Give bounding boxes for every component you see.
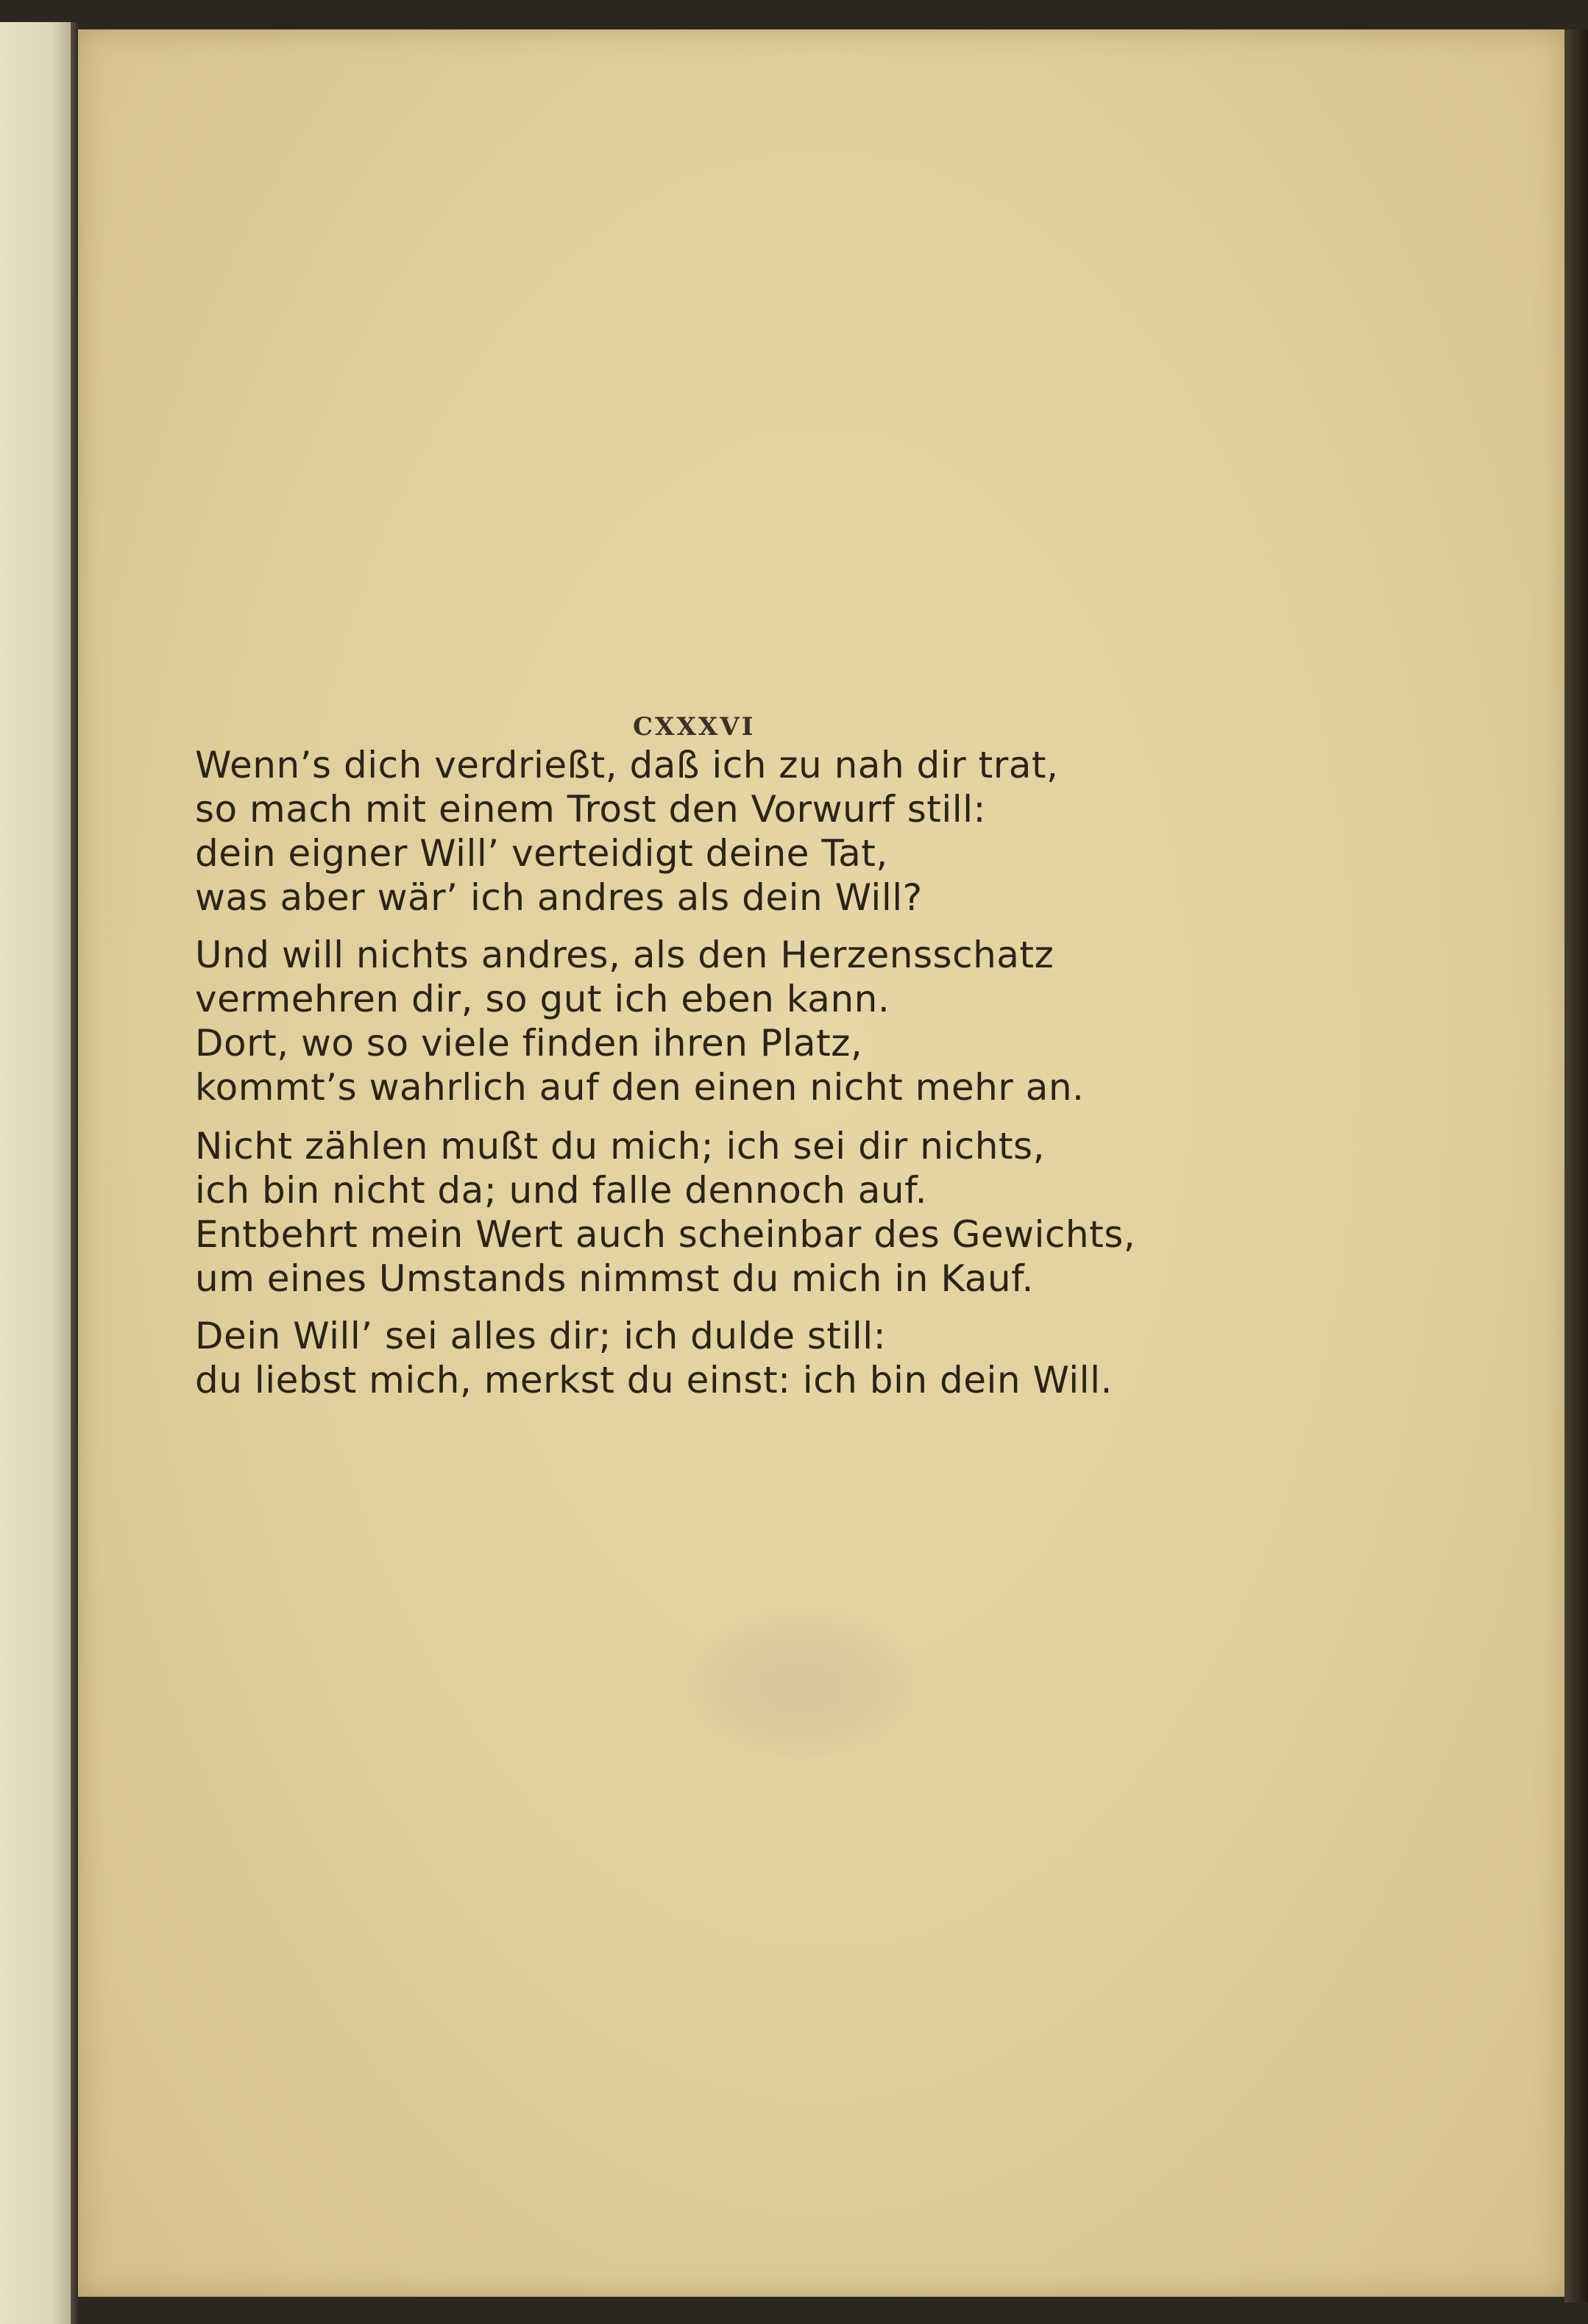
poem-line: Dein Will’ sei alles dir; ich dulde still: <box>195 1315 887 1357</box>
poem-line: Und will nichts andres, als den Herzensschatz <box>195 934 1054 976</box>
poem-line: kommt’s wahrlich auf den einen nicht mehr an. <box>195 1066 1085 1109</box>
poem-line: um eines Umstands nimmst du mich in Kauf. <box>195 1257 1034 1300</box>
poem-line: Wenn’s dich verdrießt, daß ich zu nah dir trat, <box>195 744 1059 786</box>
page-right-edge <box>1564 29 1588 2303</box>
stanza-3 <box>195 1124 1299 1301</box>
poem-line: du liebst mich, merkst du einst: ich bin dein Will. <box>195 1359 1113 1401</box>
poem-line: Nicht zählen mußt du mich; ich sei dir nichts, <box>195 1125 1045 1168</box>
stanza-2 <box>195 933 1299 1109</box>
poem-line: ich bin nicht da; und falle dennoch auf. <box>195 1169 927 1212</box>
poem-line: so mach mit einem Trost den Vorwurf still: <box>195 788 986 831</box>
adjacent-page-edge <box>0 22 74 2324</box>
poem-line: Dort, wo so viele finden ihren Platz, <box>195 1022 863 1065</box>
poem-line: vermehren dir, so gut ich eben kann. <box>195 978 890 1020</box>
poem-line: dein eigner Will’ verteidigt deine Tat, <box>195 832 888 875</box>
poem-line: was aber wär’ ich andres als dein Will? <box>195 876 923 919</box>
stanza-4 <box>195 1314 1299 1402</box>
poem-number: CXXXVI <box>633 712 756 742</box>
poem-line: Entbehrt mein Wert auch scheinbar des Gewichts, <box>195 1213 1136 1256</box>
faint-library-stamp <box>684 1611 920 1758</box>
stanza-1 <box>195 743 1299 920</box>
